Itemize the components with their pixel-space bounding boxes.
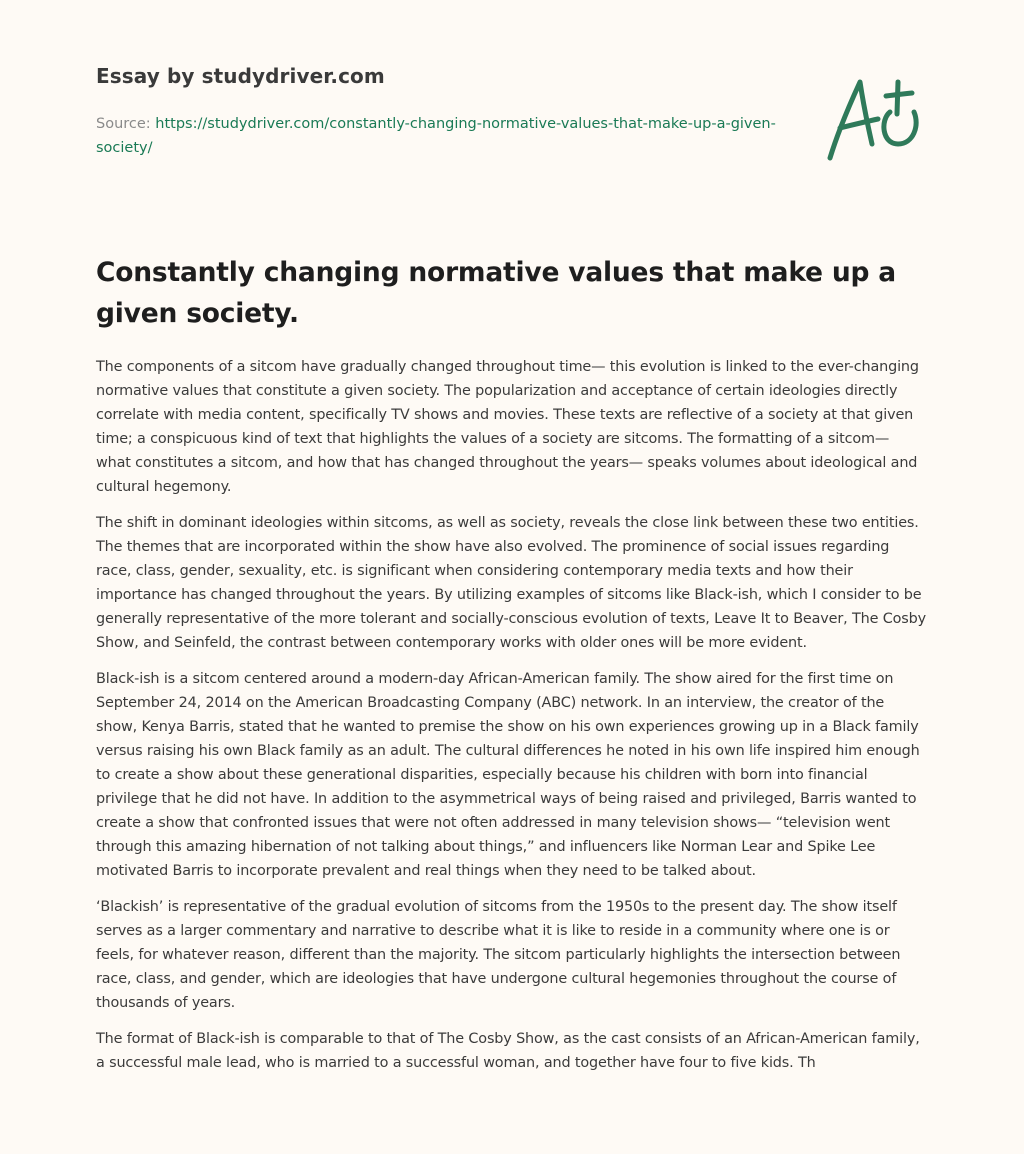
essay-paragraph-1: The components of a sitcom have gradually changed throughout time— this evolution is linked to the ever-changing normative values that constitute a given society. The popularization and acceptance of certain ideologies directly correlate with media content, specifically TV shows and movies. These texts are reflective of a society at that given time; a conspicuous kind of text that highlights the values of a society are sitcoms. The formatting of a sitcom— what constitutes a sitcom, and how that has changed throughout the years— speaks volumes about ideological and cultural hegemony. [96,359,919,495]
essay-paragraph-3: Black-ish is a sitcom centered around a modern-day African-American family. The show aired for the first time on September 24, 2014 on the American Broadcasting Company (ABC) network. In an interview, the creator of the show, Kenya Barris, stated that he wanted to premise the show on his own experiences growing up in a Black family versus raising his own Black family as an adult. The cultural differences he noted in his own life inspired him enough to create a show about these generational disparities, especially because his children with born into financial privilege that he did not have. In addition to the asymmetrical ways of being raised and privileged, Barris wanted to create a show that confronted issues that were not often addressed in many television shows— “television went through this amazing hibernation of not talking about things,” and influencers like Norman Lear and Spike Lee motivated Barris to incorporate prevalent and real things when they need to be talked about. [96,671,920,879]
essay-body [96,355,928,1087]
a-plus-logo-icon [816,70,928,166]
essay-page [96,0,928,1154]
source-label: Source: [96,116,151,132]
essay-paragraph-2: The shift in dominant ideologies within sitcoms, as well as society, reveals the close link between these two entities. The themes that are incorporated within the show have also evolved. The prominence of social issues regarding race, class, gender, sexuality, etc. is significant when considering contemporary media texts and how their importance has changed throughout the years. By utilizing examples of sitcoms like Black-ish, which I consider to be generally representative of the more tolerant and socially-conscious evolution of texts, Leave It to Beaver, The Cosby Show, and Seinfeld, the contrast between contemporary works with older ones will be more evident. [96,515,926,651]
source-line [96,112,776,160]
essay-paragraph-4: ‘Blackish’ is representative of the gradual evolution of sitcoms from the 1950s to the present day. The show itself serves as a larger commentary and narrative to describe what it is like to reside in a community where one is or feels, for whatever reason, different than the majority. The sitcom particularly highlights the intersection between race, class, and gender, which are ideologies that have undergone cultural hegemonies throughout the course of thousands of years. [96,899,901,1011]
page-header [96,64,928,174]
essay-paragraph-5: The format of Black-ish is comparable to that of The Cosby Show, as the cast consists of an African-American family, a successful male lead, who is married to a successful woman, and together have four to five kids. Th [96,1031,920,1071]
source-link[interactable]: https://studydriver.com/constantly-changing-normative-values-that-make-up-a-given-society/ [96,116,776,156]
essay-title: Constantly changing normative values that make up a given society. [96,257,896,329]
site-title: Essay by studydriver.com [96,64,385,88]
